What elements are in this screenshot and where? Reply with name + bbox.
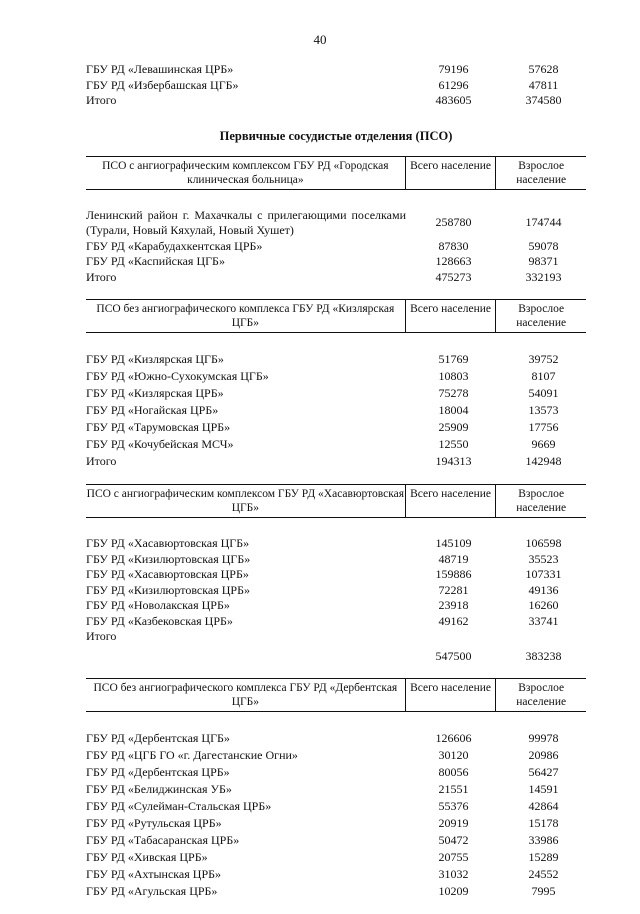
table-row xyxy=(86,598,586,614)
row-adult: 33741 xyxy=(528,613,559,628)
table-row xyxy=(86,815,586,832)
row-name xyxy=(86,649,406,665)
row-total: 79196 xyxy=(438,62,469,76)
row-name: Итого xyxy=(86,93,117,107)
row-name: ГБУ РД «Дербентская ЦГБ» xyxy=(86,731,230,745)
row-total: 10803 xyxy=(438,369,469,383)
row-name: ГБУ РД «Сулейман-Стальская ЦРБ» xyxy=(86,799,272,813)
table-row xyxy=(86,368,586,385)
document-body xyxy=(86,62,586,914)
row-name: ГБУ РД «Левашинская ЦРБ» xyxy=(86,62,234,76)
row-name: Итого xyxy=(86,454,117,468)
col-header-total: Всего население xyxy=(405,300,496,332)
row-total: 50472 xyxy=(438,833,469,847)
row-total: 194313 xyxy=(435,454,472,468)
row-name: ГБУ РД «Дербентская ЦРБ» xyxy=(86,765,230,779)
col-header-adult: Взрослое население xyxy=(495,679,586,711)
top-rows xyxy=(86,62,586,109)
block-header xyxy=(86,678,586,712)
row-name: ГБУ РД «ЦГБ ГО «г. Дагестанские Огни» xyxy=(86,748,298,762)
row-name: ГБУ РД «Ахтынская ЦРБ» xyxy=(86,867,222,881)
row-total: 61296 xyxy=(438,77,469,92)
row-adult: 383238 xyxy=(525,648,562,663)
row-adult: 8107 xyxy=(531,369,556,383)
row-name: ГБУ РД «Хасавюртовская ЦРБ» xyxy=(86,567,249,581)
table-row xyxy=(86,730,586,747)
row-name: ГБУ РД «Новолакская ЦРБ» xyxy=(86,598,230,612)
row-name: Итого xyxy=(86,269,117,284)
block-rows xyxy=(86,190,586,300)
table-row xyxy=(86,419,586,436)
row-total: 21551 xyxy=(438,782,469,796)
block-rows xyxy=(86,333,586,484)
block-title: ПСО с ангиографическим комплексом ГБУ РД «Городская клиническая больница» xyxy=(102,159,389,186)
col-header-total: Всего население xyxy=(405,157,496,189)
table-row xyxy=(86,781,586,798)
row-adult: 374580 xyxy=(525,93,562,107)
block-header xyxy=(86,299,586,333)
row-name: ГБУ РД «Агульская ЦРБ» xyxy=(86,884,218,898)
row-total: 145109 xyxy=(435,536,472,550)
row-name: ГБУ РД «Ногайская ЦРБ» xyxy=(86,403,219,417)
row-total: 12550 xyxy=(438,437,469,451)
row-name: ГБУ РД «Южно-Сухокумская ЦГБ» xyxy=(86,369,269,383)
block-rows xyxy=(86,712,586,914)
table-row xyxy=(86,583,586,599)
row-adult: 13573 xyxy=(528,403,559,417)
table-row xyxy=(86,649,586,665)
table-row xyxy=(86,239,586,255)
row-adult: 142948 xyxy=(525,454,562,468)
col-header-adult: Взрослое население xyxy=(495,485,586,517)
table-row xyxy=(86,78,586,94)
row-adult: 56427 xyxy=(528,765,559,779)
row-name: ГБУ РД «Кочубейская МСЧ» xyxy=(86,437,234,451)
block-rows xyxy=(86,518,586,678)
row-adult: 24552 xyxy=(528,867,559,881)
col-header-total: Всего население xyxy=(405,485,496,517)
row-total: 547500 xyxy=(435,648,472,663)
row-name: Итого xyxy=(86,629,117,643)
row-total: 75278 xyxy=(438,386,469,400)
row-adult: 54091 xyxy=(528,386,559,400)
row-name: ГБУ РД «Тарумовская ЦРБ» xyxy=(86,420,231,434)
row-name: ГБУ РД «Табасаранская ЦРБ» xyxy=(86,833,240,847)
row-adult: 107331 xyxy=(525,567,562,581)
row-total: 72281 xyxy=(438,582,469,597)
table-row xyxy=(86,614,586,630)
table-row xyxy=(86,351,586,368)
row-total: 159886 xyxy=(435,567,472,581)
table-row xyxy=(86,832,586,849)
row-adult xyxy=(501,629,586,645)
row-total: 87830 xyxy=(438,238,469,253)
table-row xyxy=(86,883,586,900)
table-row xyxy=(86,567,586,583)
table-row xyxy=(86,93,586,109)
row-adult: 15178 xyxy=(528,816,559,830)
block-header xyxy=(86,484,586,518)
block-title: ПСО без ангиографического комплекса ГБУ РД «Дербентская ЦГБ» xyxy=(93,682,398,708)
row-total: 80056 xyxy=(438,765,469,779)
table-row xyxy=(86,402,586,419)
row-name: ГБУ РД «Кизилюртовская ЦРБ» xyxy=(86,582,250,597)
pso-block xyxy=(86,678,586,914)
row-name: ГБУ РД «Рутульская ЦРБ» xyxy=(86,816,222,830)
table-row xyxy=(86,866,586,883)
row-total: 49162 xyxy=(438,613,469,628)
row-adult: 174744 xyxy=(525,215,562,230)
row-total: 20755 xyxy=(438,850,469,864)
table-row xyxy=(86,436,586,453)
table-row xyxy=(86,849,586,866)
row-adult: 47811 xyxy=(528,77,559,92)
row-total xyxy=(406,629,501,645)
row-adult: 98371 xyxy=(528,254,559,268)
table-row xyxy=(86,798,586,815)
row-adult: 99978 xyxy=(528,731,559,745)
row-adult: 7995 xyxy=(531,884,556,898)
table-row xyxy=(86,764,586,781)
table-row xyxy=(86,62,586,78)
table-row xyxy=(86,629,586,645)
row-total: 30120 xyxy=(438,748,469,762)
block-title: ПСО с ангиографическим комплексом ГБУ РД «Хасавюртовская ЦГБ» xyxy=(86,488,405,514)
row-name: ГБУ РД «Кизилюртовская ЦГБ» xyxy=(86,551,251,566)
row-total: 258780 xyxy=(435,215,472,230)
row-name: ГБУ РД «Хивская ЦРБ» xyxy=(86,850,208,864)
pso-block xyxy=(86,156,586,300)
row-adult: 14591 xyxy=(528,782,559,796)
table-row xyxy=(86,270,586,286)
col-header-adult: Взрослое население xyxy=(495,157,586,189)
row-adult: 57628 xyxy=(528,62,559,76)
row-total: 31032 xyxy=(438,867,469,881)
row-adult: 16260 xyxy=(528,598,559,612)
page-number: 40 xyxy=(313,32,327,47)
row-total: 55376 xyxy=(438,799,469,813)
row-adult: 332193 xyxy=(525,269,562,284)
row-name: ГБУ РД «Белиджинская УБ» xyxy=(86,782,232,796)
row-total: 48719 xyxy=(438,551,469,566)
row-total: 475273 xyxy=(435,269,472,284)
row-name: ГБУ РД «Хасавюртовская ЦГБ» xyxy=(86,536,250,550)
row-total: 126606 xyxy=(435,731,472,745)
row-adult: 35523 xyxy=(528,551,559,566)
block-title: ПСО без ангиографического комплекса ГБУ РД «Кизлярская ЦГБ» xyxy=(96,303,395,329)
row-name: ГБУ РД «Кизлярская ЦРБ» xyxy=(86,386,224,400)
row-total: 51769 xyxy=(438,352,469,366)
row-total: 10209 xyxy=(438,884,469,898)
table-row xyxy=(86,747,586,764)
row-adult: 106598 xyxy=(525,536,562,550)
col-header-adult: Взрослое население xyxy=(495,300,586,332)
row-name: ГБУ РД «Казбековская ЦРБ» xyxy=(86,613,233,628)
row-adult: 59078 xyxy=(528,238,559,253)
row-adult: 42864 xyxy=(528,799,559,813)
row-total: 128663 xyxy=(435,254,472,268)
table-row xyxy=(86,453,586,470)
table-row xyxy=(86,552,586,568)
row-total: 20919 xyxy=(438,816,469,830)
row-adult: 17756 xyxy=(528,420,559,434)
section-title: Первичные сосудистые отделения (ПСО) xyxy=(219,128,453,143)
row-adult: 15289 xyxy=(528,850,559,864)
row-total: 483605 xyxy=(435,93,472,107)
row-adult: 49136 xyxy=(528,582,559,597)
row-name: ГБУ РД «Избербашская ЦГБ» xyxy=(86,77,239,92)
pso-block xyxy=(86,299,586,484)
row-adult: 9669 xyxy=(531,437,556,451)
col-header-total: Всего население xyxy=(405,679,496,711)
block-header xyxy=(86,156,586,190)
table-row xyxy=(86,536,586,552)
pso-block xyxy=(86,484,586,678)
row-name: Ленинский район г. Махачкалы с прилегающими поселками (Турали, Новый Кяхулай, Новый Хушет) xyxy=(86,207,406,237)
row-name: ГБУ РД «Карабудахкентская ЦРБ» xyxy=(86,238,263,253)
row-adult: 39752 xyxy=(528,352,559,366)
row-total: 25909 xyxy=(438,420,469,434)
row-total: 23918 xyxy=(438,598,469,612)
table-row xyxy=(86,208,586,239)
table-row xyxy=(86,254,586,270)
row-name: ГБУ РД «Кизлярская ЦГБ» xyxy=(86,352,224,366)
row-name: ГБУ РД «Каспийская ЦГБ» xyxy=(86,254,225,268)
row-total: 18004 xyxy=(438,403,469,417)
row-adult: 20986 xyxy=(528,748,559,762)
table-row xyxy=(86,385,586,402)
row-adult: 33986 xyxy=(528,833,559,847)
